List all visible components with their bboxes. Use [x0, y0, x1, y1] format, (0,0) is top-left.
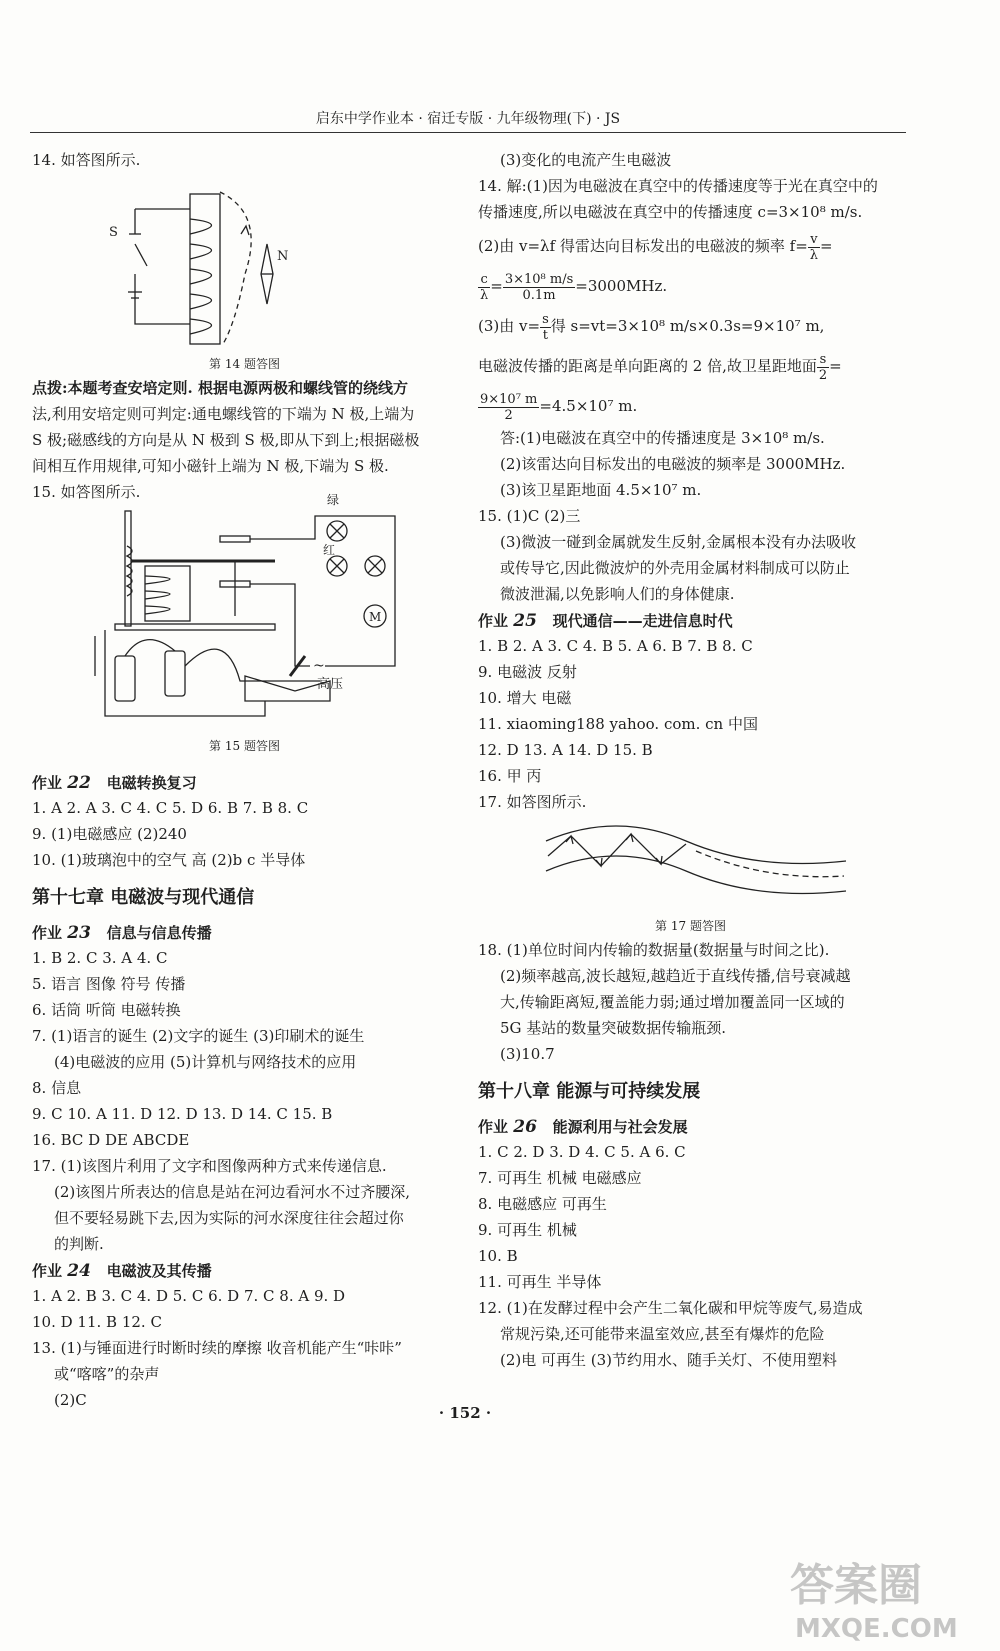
hw24-line-5: (2)C [54, 1391, 87, 1409]
hw24-line-3: 13. (1)与锤面进行时断时续的摩擦 收音机能产生“咔咔” [32, 1339, 402, 1357]
r-q14-l4 [478, 266, 903, 306]
hw25-tail-1: 18. (1)单位时间内传输的数据量(数据量与时间之比). [478, 941, 830, 959]
hw24-title: 电磁波及其传播 [106, 1262, 212, 1280]
label-green: 绿 [326, 493, 339, 507]
frac-s-t [540, 312, 551, 343]
label-red: 红 [322, 543, 335, 557]
hw26-line-2: 7. 可再生 机械 电磁感应 [478, 1169, 642, 1187]
label-hv: 高压 [316, 677, 343, 692]
chapter17-title: 第十七章 电磁波与现代通信 [32, 887, 255, 908]
frac-num: v [808, 232, 820, 248]
fiber-lower-edge [546, 856, 846, 894]
hw25-line-3: 10. 增大 电磁 [478, 689, 572, 707]
hw24-heading [32, 1258, 457, 1284]
frac-den: t [542, 327, 549, 343]
hw22-line-3: 10. (1)玻璃泡中的空气 高 (2)b c 半导体 [32, 851, 306, 869]
hw26-line-6: 11. 可再生 半导体 [478, 1273, 602, 1291]
r-q14-ans-3: (3)该卫星距地面 4.5×10⁷ m. [500, 481, 702, 499]
r-q14-l7b: =4.5×10⁷ m. [539, 397, 638, 415]
r-q14-l4b: =3000MHz. [575, 277, 668, 295]
hw25-tail-5: (3)10.7 [500, 1045, 555, 1063]
optical-fiber-diagram [526, 816, 856, 916]
hw26-prefix: 作业 [478, 1118, 509, 1136]
hw26-num: 26 [513, 1117, 537, 1137]
hw22-num: 22 [67, 773, 91, 793]
label-s: S [108, 225, 118, 240]
frac-den: λ [480, 287, 489, 303]
frac-num: 9×10⁷ m [480, 391, 538, 407]
hw26-line-8: 常规污染,还可能带来温室效应,甚至有爆炸的危险 [500, 1325, 825, 1343]
relay-circuit-diagram [65, 493, 425, 736]
r-q14-l5a: (3)由 v= [478, 317, 541, 335]
label-n: N [276, 249, 288, 264]
hw23-title: 信息与信息传播 [106, 924, 212, 942]
hw23-prefix: 作业 [32, 924, 63, 942]
hw23-line-2: 5. 语言 图像 符号 传播 [32, 975, 186, 993]
hw22-title: 电磁转换复习 [106, 774, 197, 792]
q15-head: 15. 如答图所示. [32, 483, 141, 501]
hw25-tail-3: 大,传输距离短,覆盖能力弱;通过增加覆盖同一区域的 [500, 993, 845, 1011]
watermark-url: MXQE.COM [795, 1614, 958, 1644]
hw25-prefix: 作业 [478, 612, 509, 630]
frac-v-lambda [808, 232, 820, 263]
hw23-heading [32, 920, 457, 946]
r-q14-ans-2: (2)该雷达向目标发出的电磁波的频率是 3000MHz. [500, 455, 846, 473]
hw26-line-3: 8. 电磁感应 可再生 [478, 1195, 607, 1213]
watermark-mark: 答案圈 [790, 1560, 922, 1611]
hw22-line-1: 1. A 2. A 3. C 4. C 5. D 6. B 7. B 8. C [32, 799, 309, 817]
hw23-line-7: 9. C 10. A 11. D 12. D 13. D 14. C 15. B [32, 1105, 333, 1123]
solenoid-diagram [95, 174, 395, 354]
q14-head: 14. 如答图所示. [32, 151, 141, 169]
frac-s-2 [817, 352, 829, 383]
watermark-logo [770, 1545, 990, 1645]
hw26-line-7: 12. (1)在发酵过程中会产生二氧化碳和甲烷等废气,易造成 [478, 1299, 863, 1317]
page-number: · 152 · [438, 1404, 492, 1422]
right-column [478, 148, 903, 1374]
hw26-line-5: 10. B [478, 1247, 518, 1265]
hw25-num: 25 [513, 611, 537, 631]
r-q15-4: 微波泄漏,以免影响人们的身体健康. [500, 585, 735, 603]
r-q14-l6 [478, 346, 903, 386]
hw23-line-6: 8. 信息 [32, 1079, 82, 1097]
r-q14-l7 [478, 386, 903, 426]
hw25-line-6: 16. 甲 丙 [478, 767, 542, 785]
hw23-line-9: 17. (1)该图片利用了文字和图像两种方式来传递信息. [32, 1157, 387, 1175]
hw26-heading [478, 1114, 903, 1140]
page-header: 启东中学作业本 · 宿迁专版 · 九年级物理(下) · JS [30, 108, 906, 133]
r-q14-l4a: = [490, 277, 503, 295]
hw24-line-4: 或“喀喀”的杂声 [54, 1365, 160, 1383]
r-q14-l3a: (2)由 v=λf 得雷达向目标发出的电磁波的频率 f= [478, 237, 808, 255]
hw23-line-4: 7. (1)语言的诞生 (2)文字的诞生 (3)印刷术的诞生 [32, 1027, 365, 1045]
left-column [32, 148, 457, 1414]
frac-num: s [817, 352, 829, 368]
r-q14-l5b: 得 s=vt=3×10⁸ m/s×0.3s=9×10⁷ m, [550, 317, 825, 335]
label-motor: M [368, 610, 381, 624]
hw25-tail-4: 5G 基站的数量突破数据传输瓶颈. [500, 1019, 727, 1037]
hw24-line-2: 10. D 11. B 12. C [32, 1313, 162, 1331]
q14-note-4: 间相互作用规律,可知小磁针上端为 N 极,下端为 S 极. [32, 457, 389, 475]
frac-den: 2 [818, 367, 828, 383]
r-q14-l6a: 电磁波传播的距离是单向距离的 2 倍,故卫星距地面 [478, 357, 817, 375]
q17-caption: 第 17 题答图 [655, 919, 726, 933]
hw23-line-3: 6. 话筒 听筒 电磁转换 [32, 1001, 181, 1019]
r-q14-ans-1: 答:(1)电磁波在真空中的传播速度是 3×10⁸ m/s. [500, 429, 825, 447]
hw24-prefix: 作业 [32, 1262, 63, 1280]
hw23-line-10: (2)该图片所表达的信息是站在河边看河水不过齐腰深, [54, 1183, 411, 1201]
r-q14-l2: 传播速度,所以电磁波在真空中的传播速度 c=3×10⁸ m/s. [478, 203, 863, 221]
frac-distance [478, 392, 539, 423]
hw24-num: 24 [67, 1261, 91, 1281]
hw22-prefix: 作业 [32, 774, 63, 792]
q14-note-3: S 极;磁感线的方向是从 N 极到 S 极,即从下到上;根据磁极 [32, 431, 420, 449]
hw26-line-4: 9. 可再生 机械 [478, 1221, 577, 1239]
r-q14-l1: 14. 解:(1)因为电磁波在真空中的传播速度等于光在真空中的 [478, 177, 878, 195]
r-top-line: (3)变化的电流产生电磁波 [500, 151, 672, 169]
hw24-line-1: 1. A 2. B 3. C 4. D 5. C 6. D 7. C 8. A 9. D [32, 1287, 346, 1305]
r-q14-l3 [478, 226, 903, 266]
hw25-line-5: 12. D 13. A 14. D 15. B [478, 741, 653, 759]
hw26-title: 能源利用与社会发展 [552, 1118, 688, 1136]
hw25-line-2: 9. 电磁波 反射 [478, 663, 577, 681]
frac-num: s [542, 311, 549, 327]
r-q15-1: 15. (1)C (2)三 [478, 507, 581, 525]
label-ac: ~ [312, 658, 325, 674]
frac-speed-wavelength [503, 272, 575, 303]
frac-num: 3×10⁸ m/s [504, 271, 574, 287]
r-q14-l6b: = [829, 357, 842, 375]
hw23-line-11: 但不要轻易跳下去,因为实际的河水深度往往会超过你 [54, 1209, 404, 1227]
q14-caption: 第 14 题答图 [209, 357, 280, 371]
hw22-line-2: 9. (1)电磁感应 (2)240 [32, 825, 187, 843]
hw25-title: 现代通信——走进信息时代 [552, 612, 733, 630]
hw23-num: 23 [67, 923, 91, 943]
chapter18-title: 第十八章 能源与可持续发展 [478, 1081, 701, 1102]
r-q14-l3b: = [820, 237, 833, 255]
q14-note-line: 点拨:本题考查安培定则. 根据电源两极和螺线管的绕线方 [32, 379, 408, 397]
frac-num: c [478, 272, 490, 288]
q14-figure [32, 174, 457, 354]
q14-note-2: 法,利用安培定则可判定:通电螺线管的下端为 N 极,上端为 [32, 405, 415, 423]
battery-1-icon [115, 656, 135, 701]
q15-caption: 第 15 题答图 [209, 739, 280, 753]
r-q14-l5 [478, 306, 903, 346]
frac-den: 2 [504, 407, 513, 423]
hw26-line-9: (2)电 可再生 (3)节约用水、随手关灯、不使用塑料 [500, 1351, 838, 1369]
q14-note-1 [32, 376, 457, 402]
hw22-heading [32, 770, 457, 796]
hw25-line-7: 17. 如答图所示. [478, 793, 587, 811]
battery-2-icon [165, 651, 185, 696]
frac-den: λ [809, 247, 819, 263]
hw23-line-12: 的判断. [54, 1235, 104, 1253]
hw23-line-8: 16. BC D DE ABCDE [32, 1131, 190, 1149]
frac-den: 0.1m [522, 287, 556, 303]
hw25-tail-2: (2)频率越高,波长越短,越趋近于直线传播,信号衰减越 [500, 967, 851, 985]
r-q15-2: (3)微波一碰到金属就发生反射,金属根本没有办法吸收 [500, 533, 857, 551]
frac-c-lambda [478, 272, 490, 303]
hw25-heading [478, 608, 903, 634]
hw26-line-1: 1. C 2. D 3. D 4. C 5. A 6. C [478, 1143, 686, 1161]
q17-figure [478, 816, 903, 916]
r-q15-3: 或传导它,因此微波炉的外壳用金属材料制成可以防止 [500, 559, 850, 577]
hw25-line-4: 11. xiaoming188 yahoo. com. cn 中国 [478, 715, 758, 733]
hw23-line-5: (4)电磁波的应用 (5)计算机与网络技术的应用 [54, 1053, 357, 1071]
hw23-line-1: 1. B 2. C 3. A 4. C [32, 949, 168, 967]
q15-figure [32, 493, 457, 736]
hw25-line-1: 1. B 2. A 3. C 4. B 5. A 6. B 7. B 8. C [478, 637, 753, 655]
